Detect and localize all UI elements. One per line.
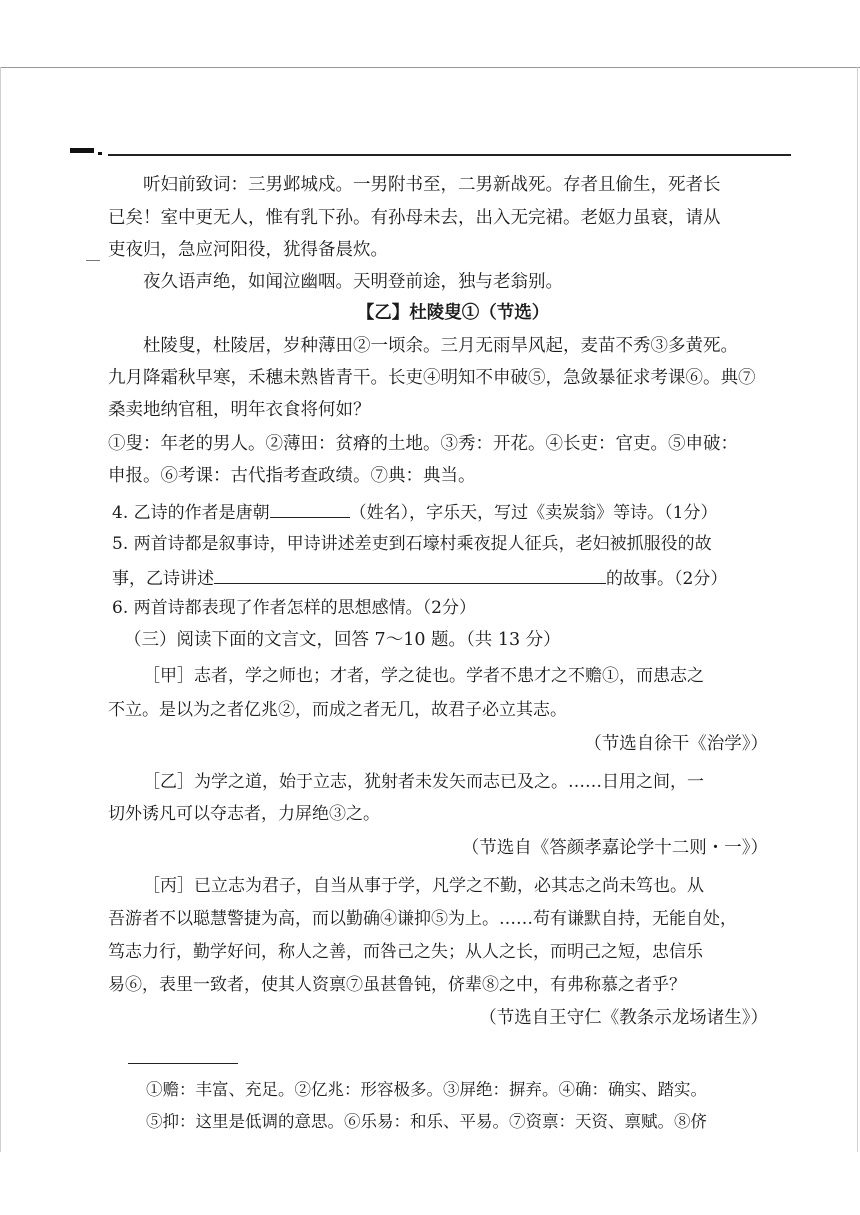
question-4 <box>112 500 802 523</box>
poem-yi-line: 杜陵叟，杜陵居，岁种薄田②一顷余。三月无雨旱风起，麦苗不秀③多黄死。 <box>143 336 738 356</box>
poem-yi-note: ①叟：年老的男人。②薄田：贫瘠的土地。③秀：开花。④长吏：官吏。⑤申破： <box>108 434 738 454</box>
page-corner-mark <box>70 148 94 153</box>
poem-yi-title: 【乙】杜陵叟①（节选） <box>356 303 550 323</box>
page-top-border <box>0 67 860 68</box>
page-right-border <box>857 67 858 1152</box>
poem-jia-line: 听妇前致词：三男邺城戍。一男附书至，二男新战死。存者且偷生，死者长 <box>143 175 721 195</box>
page-left-border <box>0 67 1 1152</box>
poem-yi-line: 桑卖地纳官租，明年衣食将何如？ <box>108 400 371 420</box>
poem-yi-line: 九月降霜秋早寒，禾穗未熟皆青干。长吏④明知不申破⑤，急敛暴征求考课⑥。典⑦ <box>108 368 756 388</box>
passage-bing-line: 吾游者不以聪慧警捷为高，而以勤确④谦抑⑤为上。……苟有谦默自持，无能自处， <box>108 909 737 929</box>
passage-jia-line: ［甲］志者，学之师也；才者，学之徒也。学者不患才之不赡①，而患志之 <box>143 666 704 686</box>
passage-jia-line: 不立。是以为之者亿兆②，而成之者无几，故君子必立其志。 <box>108 700 567 720</box>
passage-bing-line: 易⑥，表里一致者，使其人资禀⑦虽甚鲁钝，侪辈⑧之中，有弗称慕之者乎？ <box>108 975 686 995</box>
poem-jia-line: 已矣！室中更无人，惟有乳下孙。有孙母未去，出入无完裙。老妪力虽衰，请从 <box>108 208 721 228</box>
question-5-line: 5. 两首诗都是叙事诗，甲诗讲述差吏到石壕村乘夜捉人征兵，老妇被抓服役的故 <box>112 534 712 554</box>
question-6: 6. 两首诗都表现了作者怎样的思想感情。（2分） <box>112 598 476 618</box>
footnote-rule <box>128 1063 238 1064</box>
answer-blank[interactable] <box>214 566 606 584</box>
passage-yi-line: 切外诱凡可以夺志者，力屏绝③之。 <box>108 804 380 824</box>
page-corner-mark-tick <box>98 152 102 155</box>
answer-blank[interactable] <box>270 500 350 518</box>
header-rule <box>108 154 791 156</box>
source-bing: （节选自王守仁《教条示龙场诸生》） <box>479 1008 768 1028</box>
question-4-prefix: 4. 乙诗的作者是唐朝 <box>112 503 270 523</box>
question-5-prefix: 事，乙诗讲述 <box>112 569 214 589</box>
margin-dash <box>86 260 100 261</box>
passage-yi-line: ［乙］为学之道，始于立志，犹射者未发矢而志已及之。……日用之间，一 <box>143 772 704 792</box>
footnote-line: ①赡：丰富、充足。②亿兆：形容极多。③屏绝：摒弃。④确：确实、踏实。 <box>146 1080 707 1099</box>
question-5 <box>112 566 802 589</box>
footnote-line: ⑤抑：这里是低调的意思。⑥乐易：和乐、平易。⑦资禀：天资、禀赋。⑧侪 <box>146 1112 707 1131</box>
question-5-suffix: 的故事。（2分） <box>606 569 728 589</box>
section-3-heading: （三）阅读下面的文言文，回答 7～10 题。（共 13 分） <box>124 630 561 650</box>
passage-bing-line: ［丙］已立志为君子，自当从事于学，凡学之不勤，必其志之尚未笃也。从 <box>143 876 704 896</box>
source-jia: （节选自徐干《治学》） <box>584 734 768 754</box>
question-4-suffix: （姓名），字乐天，写过《卖炭翁》等诗。（1分） <box>349 503 718 523</box>
poem-jia-line: 吏夜归，急应河阳役，犹得备晨炊。 <box>108 240 388 260</box>
source-yi: （节选自《答颜孝嘉论学十二则・一》） <box>461 838 768 858</box>
poem-jia-line: 夜久语声绝，如闻泣幽咽。天明登前途，独与老翁别。 <box>143 272 563 292</box>
passage-bing-line: 笃志力行，勤学好问，称人之善，而咎己之失；从人之长，而明己之短，忠信乐 <box>108 942 703 962</box>
poem-yi-note: 申报。⑥考课：古代指考查政绩。⑦典：典当。 <box>108 466 476 486</box>
